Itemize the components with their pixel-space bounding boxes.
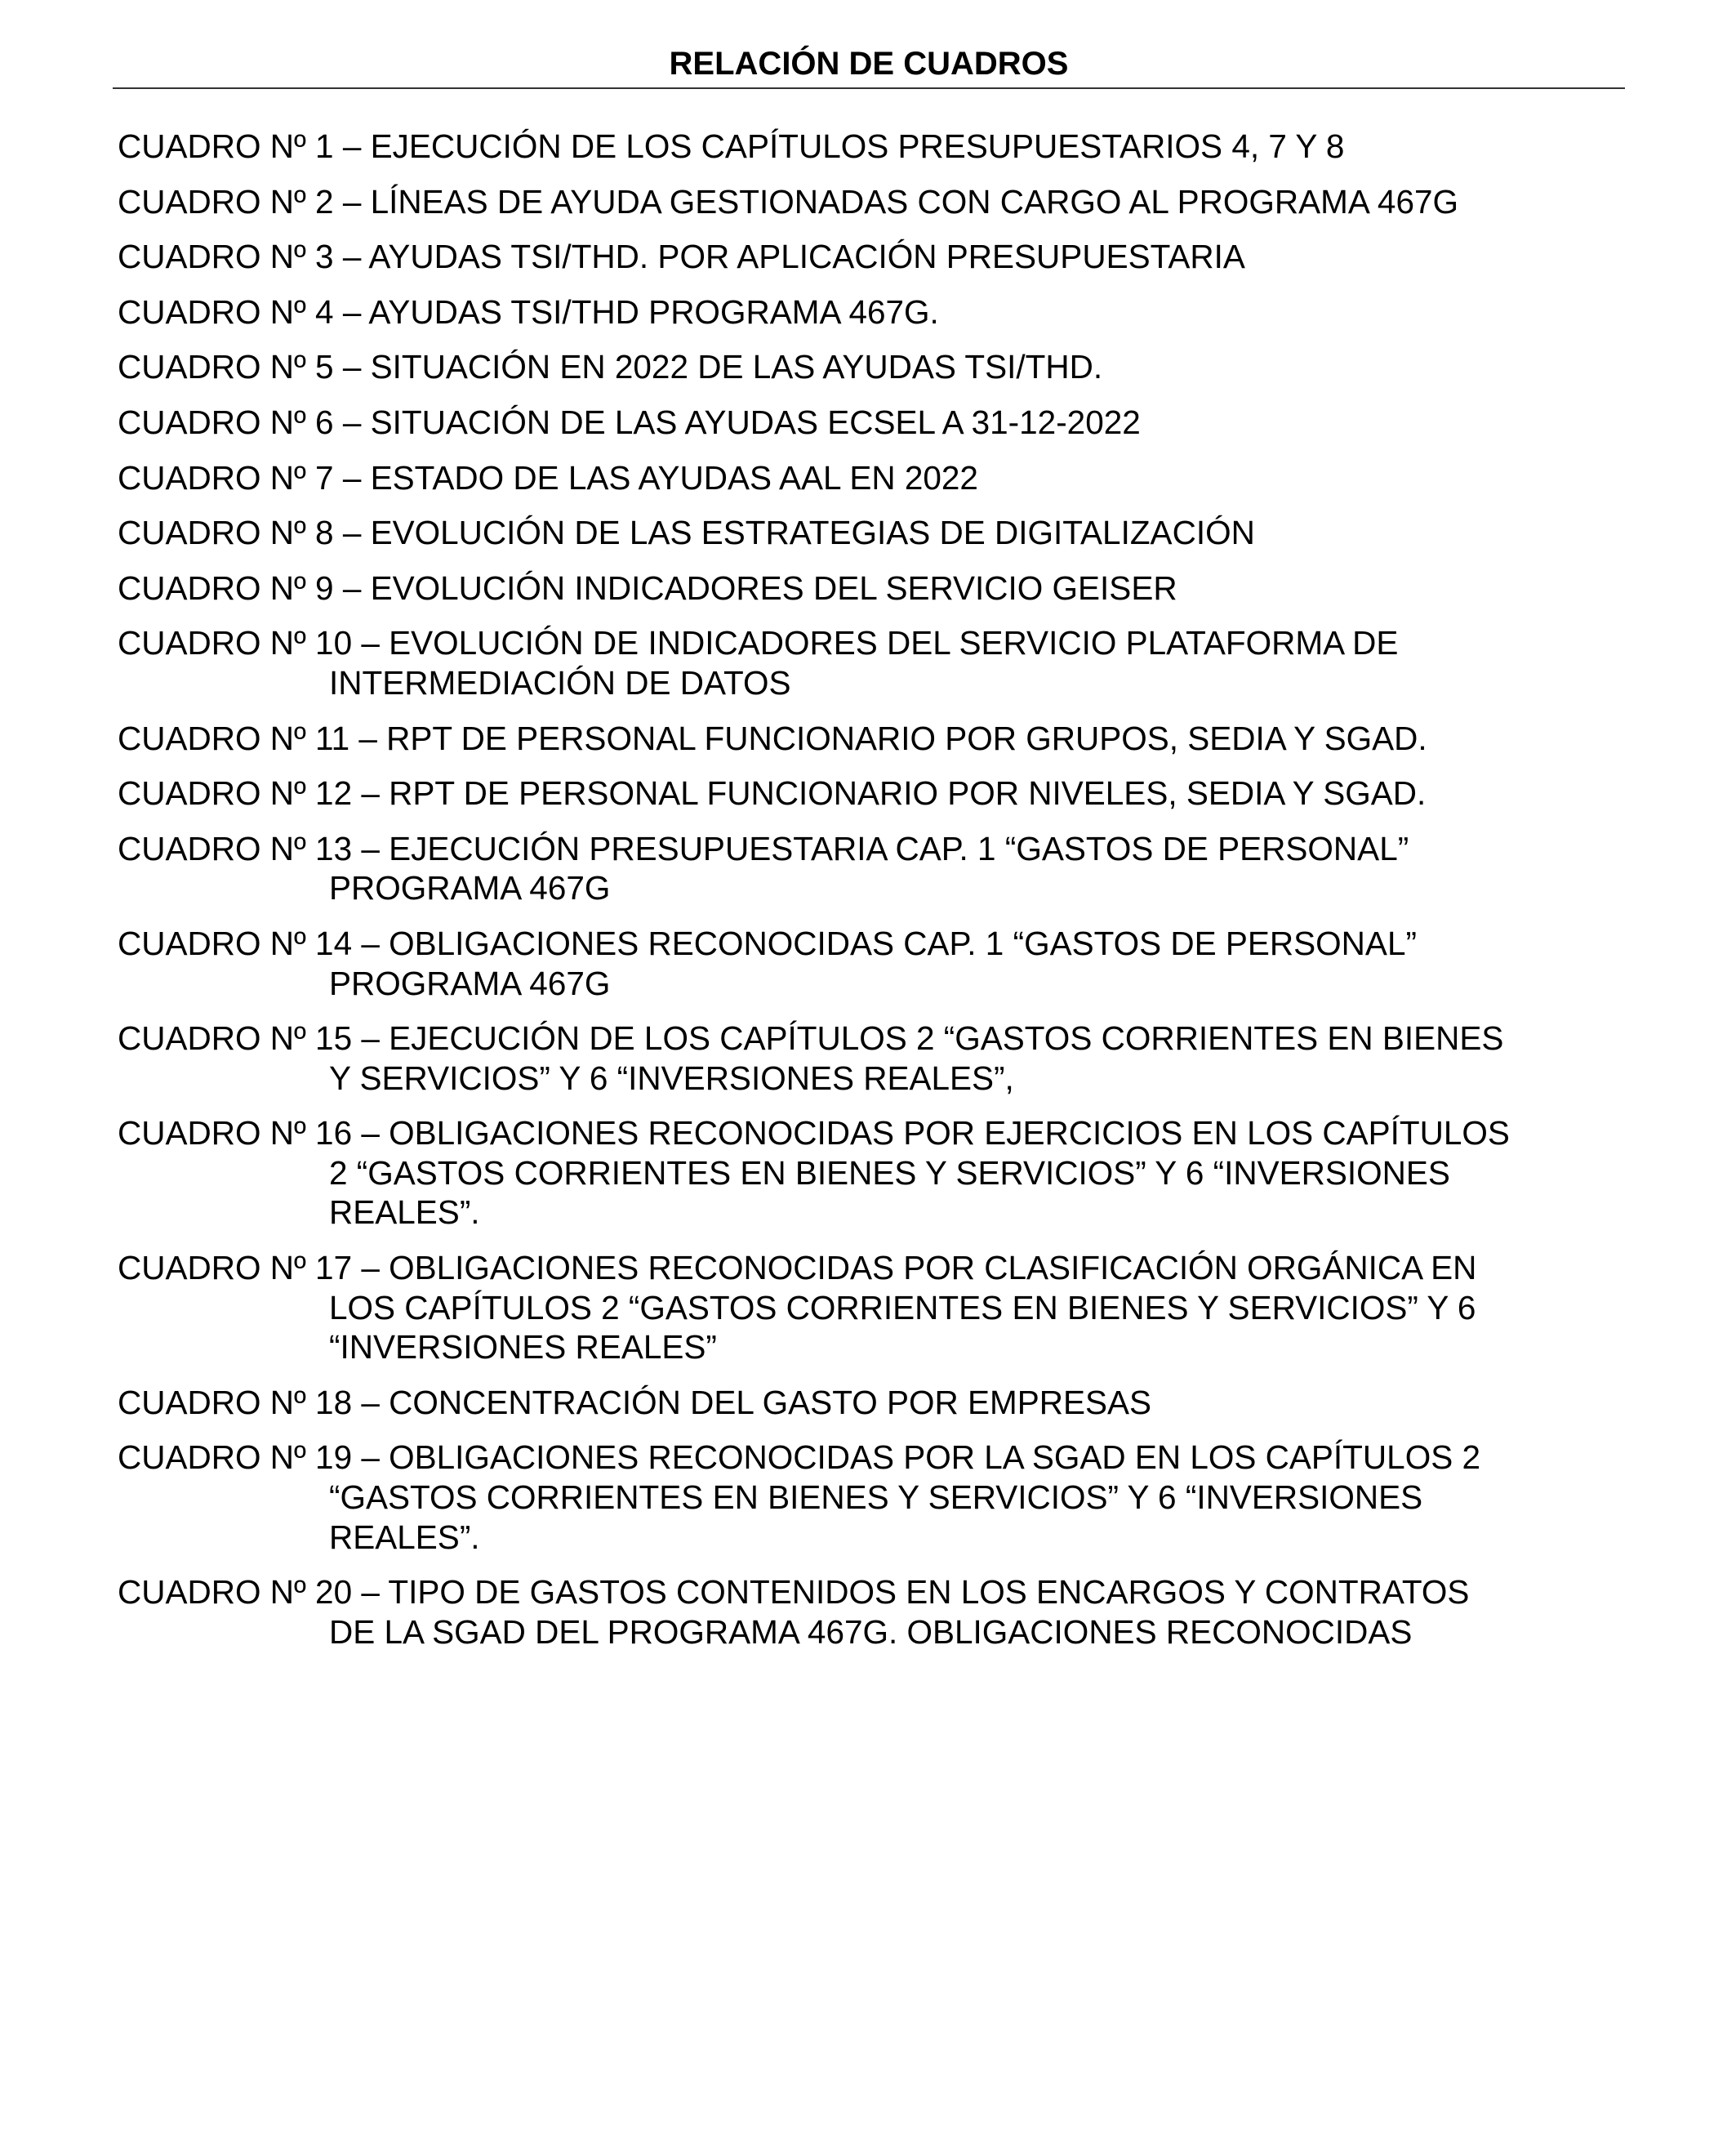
list-item-line: CUADRO Nº 10 – EVOLUCIÓN DE INDICADORES DEL SERVICIO PLATAFORMA DE <box>118 624 1399 662</box>
list-item <box>118 1248 1669 1367</box>
list-item-line: REALES”. <box>329 1193 480 1232</box>
list-item <box>118 568 1669 609</box>
list-item <box>118 1572 1669 1652</box>
list-item <box>118 1438 1669 1557</box>
list-item <box>118 347 1669 387</box>
list-item-line: CUADRO Nº 4 – AYUDAS TSI/THD PROGRAMA 467G. <box>118 292 939 331</box>
list-item <box>118 623 1669 702</box>
list-item-line: CUADRO Nº 7 – ESTADO DE LAS AYUDAS AAL EN 2022 <box>118 458 978 497</box>
list-item-line: PROGRAMA 467G <box>329 869 611 907</box>
list-item <box>118 127 1669 167</box>
list-item-line: “INVERSIONES REALES” <box>329 1328 717 1366</box>
list-item-line: CUADRO Nº 1 – EJECUCIÓN DE LOS CAPÍTULOS PRESUPUESTARIOS 4, 7 Y 8 <box>118 127 1345 165</box>
list-item-line: “GASTOS CORRIENTES EN BIENES Y SERVICIOS” Y 6 “INVERSIONES <box>329 1478 1423 1517</box>
list-item <box>118 182 1669 222</box>
list-item <box>118 924 1669 1003</box>
page-title: RELACIÓN DE CUADROS <box>669 46 1069 82</box>
list-item <box>118 773 1669 814</box>
table-list <box>118 127 1669 1667</box>
list-item <box>118 513 1669 553</box>
list-item <box>118 237 1669 277</box>
list-item-line: INTERMEDIACIÓN DE DATOS <box>329 663 791 702</box>
list-item-line: DE LA SGAD DEL PROGRAMA 467G. OBLIGACIONES RECONOCIDAS <box>329 1612 1413 1651</box>
list-item-line: CUADRO Nº 18 – CONCENTRACIÓN DEL GASTO POR EMPRESAS <box>118 1383 1152 1421</box>
list-item <box>118 1113 1669 1233</box>
list-item-line: CUADRO Nº 19 – OBLIGACIONES RECONOCIDAS POR LA SGAD EN LOS CAPÍTULOS 2 <box>118 1438 1480 1477</box>
list-item <box>118 1019 1669 1098</box>
list-item-line: CUADRO Nº 12 – RPT DE PERSONAL FUNCIONARIO POR NIVELES, SEDIA Y SGAD. <box>118 774 1427 813</box>
list-item-line: PROGRAMA 467G <box>329 964 611 1002</box>
list-item-line: CUADRO Nº 6 – SITUACIÓN DE LAS AYUDAS ECSEL A 31-12-2022 <box>118 403 1141 441</box>
list-item <box>118 1383 1669 1423</box>
list-item <box>118 292 1669 332</box>
list-item-line: CUADRO Nº 9 – EVOLUCIÓN INDICADORES DEL SERVICIO GEISER <box>118 568 1177 607</box>
title-divider <box>113 87 1625 89</box>
list-item <box>118 403 1669 443</box>
list-item-line: CUADRO Nº 17 – OBLIGACIONES RECONOCIDAS POR CLASIFICACIÓN ORGÁNICA EN <box>118 1249 1477 1287</box>
list-item-line: CUADRO Nº 11 – RPT DE PERSONAL FUNCIONARIO POR GRUPOS, SEDIA Y SGAD. <box>118 719 1427 757</box>
list-item-line: CUADRO Nº 2 – LÍNEAS DE AYUDA GESTIONADAS CON CARGO AL PROGRAMA 467G <box>118 182 1458 221</box>
list-item-line: CUADRO Nº 5 – SITUACIÓN EN 2022 DE LAS AYUDAS TSI/THD. <box>118 348 1103 386</box>
list-item-line: Y SERVICIOS” Y 6 “INVERSIONES REALES”, <box>329 1059 1014 1097</box>
list-item <box>118 829 1669 908</box>
list-item-line: CUADRO Nº 8 – EVOLUCIÓN DE LAS ESTRATEGIAS DE DIGITALIZACIÓN <box>118 514 1255 552</box>
list-item-line: CUADRO Nº 16 – OBLIGACIONES RECONOCIDAS POR EJERCICIOS EN LOS CAPÍTULOS <box>118 1114 1510 1152</box>
list-item <box>118 719 1669 759</box>
list-item-line: LOS CAPÍTULOS 2 “GASTOS CORRIENTES EN BIENES Y SERVICIOS” Y 6 <box>329 1288 1476 1326</box>
list-item-line: CUADRO Nº 14 – OBLIGACIONES RECONOCIDAS CAP. 1 “GASTOS DE PERSONAL” <box>118 924 1417 962</box>
list-item-line: 2 “GASTOS CORRIENTES EN BIENES Y SERVICIOS” Y 6 “INVERSIONES <box>329 1153 1450 1192</box>
list-item-line: CUADRO Nº 20 – TIPO DE GASTOS CONTENIDOS EN LOS ENCARGOS Y CONTRATOS <box>118 1573 1470 1612</box>
list-item-line: CUADRO Nº 13 – EJECUCIÓN PRESUPUESTARIA CAP. 1 “GASTOS DE PERSONAL” <box>118 829 1409 867</box>
list-item-line: CUADRO Nº 15 – EJECUCIÓN DE LOS CAPÍTULOS 2 “GASTOS CORRIENTES EN BIENES <box>118 1019 1504 1058</box>
list-item <box>118 458 1669 498</box>
list-item-line: REALES”. <box>329 1518 480 1556</box>
list-item-line: CUADRO Nº 3 – AYUDAS TSI/THD. POR APLICACIÓN PRESUPUESTARIA <box>118 238 1245 276</box>
